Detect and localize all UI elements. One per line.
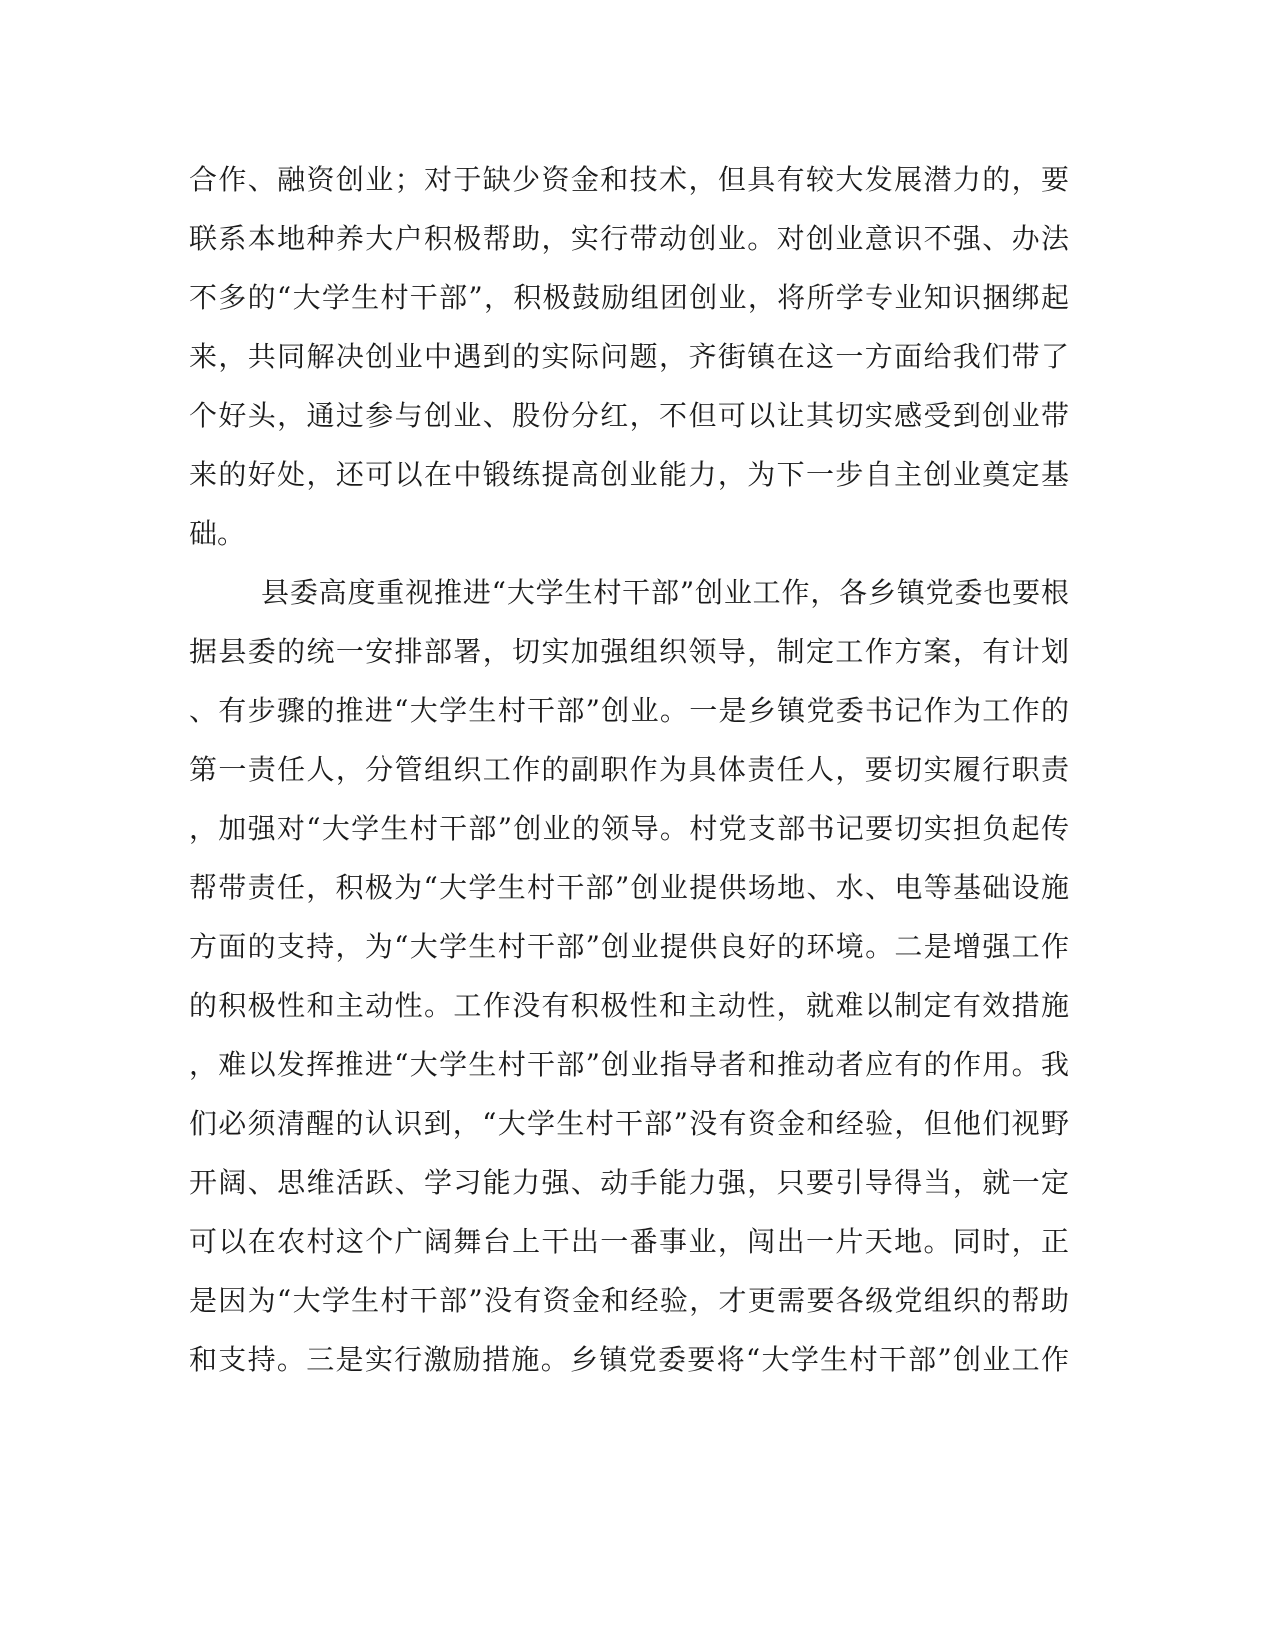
text-line: 县委高度重视推进“大学生村干部”创业工作，各乡镇党委也要根: [261, 576, 1069, 609]
text-line: 个好头，通过参与创业、股份分红，不但可以让其切实感受到创业带: [189, 399, 1069, 432]
text-line: 不多的“大学生村干部”，积极鼓励组团创业，将所学专业知识捆绑起: [189, 281, 1069, 314]
text-line: 的积极性和主动性。工作没有积极性和主动性，就难以制定有效措施: [189, 989, 1069, 1022]
text-line: 础。: [189, 517, 246, 550]
text-line: 据县委的统一安排部署，切实加强组织领导，制定工作方案，有计划: [189, 635, 1069, 668]
text-line: 来，共同解决创业中遇到的实际问题，齐街镇在这一方面给我们带了: [189, 340, 1069, 373]
text-line: 开阔、思维活跃、学习能力强、动手能力强，只要引导得当，就一定: [189, 1166, 1069, 1199]
text-line: 第一责任人，分管组织工作的副职作为具体责任人，要切实履行职责: [189, 753, 1069, 786]
text-line: 和支持。三是实行激励措施。乡镇党委要将“大学生村干部”创业工作: [189, 1343, 1069, 1376]
text-line: 是因为“大学生村干部”没有资金和经验，才更需要各级党组织的帮助: [189, 1284, 1069, 1317]
text-line: 方面的支持，为“大学生村干部”创业提供良好的环境。二是增强工作: [189, 930, 1069, 963]
text-line: ，加强对“大学生村干部”创业的领导。村党支部书记要切实担负起传: [189, 812, 1069, 845]
text-line: 帮带责任，积极为“大学生村干部”创业提供场地、水、电等基础设施: [189, 871, 1069, 904]
text-line: ，难以发挥推进“大学生村干部”创业指导者和推动者应有的作用。我: [189, 1048, 1069, 1081]
text-line: 可以在农村这个广阔舞台上干出一番事业，闯出一片天地。同时，正: [189, 1225, 1069, 1258]
text-line: 来的好处，还可以在中锻练提高创业能力，为下一步自主创业奠定基: [189, 458, 1069, 491]
text-line: 、有步骤的推进“大学生村干部”创业。一是乡镇党委书记作为工作的: [189, 694, 1069, 727]
text-line: 合作、融资创业；对于缺少资金和技术，但具有较大发展潜力的，要: [189, 163, 1069, 196]
text-line: 联系本地种养大户积极帮助，实行带动创业。对创业意识不强、办法: [189, 222, 1069, 255]
text-line: 们必须清醒的认识到，“大学生村干部”没有资金和经验，但他们视野: [189, 1107, 1069, 1140]
